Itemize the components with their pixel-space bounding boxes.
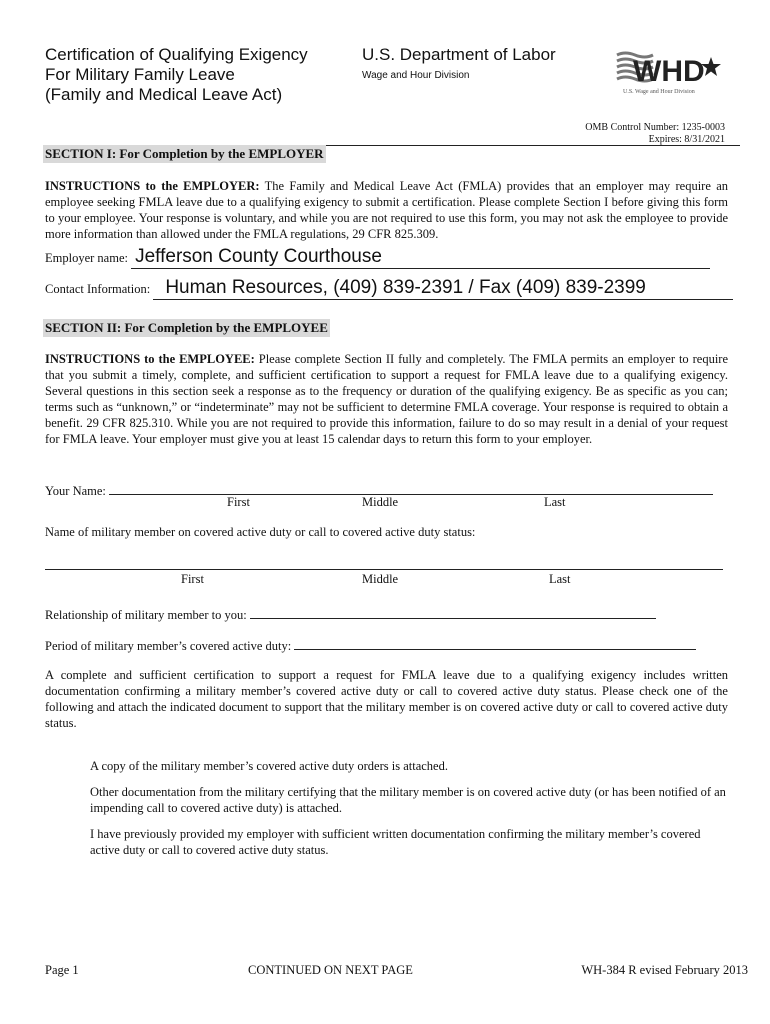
option-duty-orders[interactable]: A copy of the military member’s covered active duty orders is attached. bbox=[90, 759, 448, 773]
option-previously-provided[interactable]: I have previously provided my employer with sufficient written documentation confirming the military member’s covered active duty or call to covered active duty status. bbox=[90, 827, 701, 857]
form-identifier: WH-384 R evised February 2013 bbox=[581, 963, 748, 977]
employer-instructions-text: The Family and Medical Leave Act (FMLA) provides that an employer may require an employee seeking FMLA leave due to a qualifying exigency to submit a certification. Please complete Section I before giving this form to your employee. Your response is voluntary, and while you are not required to use this form, you may not ask the employee to provide more information than allowed under the FMLA regulations, 29 CFR 825.309. bbox=[45, 179, 728, 241]
omb-control-number: OMB Control Number: 1235-0003 bbox=[585, 122, 725, 133]
certification-requirement-text: A complete and sufficient certification to support a request for FMLA leave due to a qualifying exigency includes written documentation confirming a military member’s covered active duty or call to covered active duty status. Please check one of the following and attach the indicated document to support that the military member is on covered active duty or call to covered active duty status. bbox=[45, 668, 728, 730]
logo-caption: U.S. Wage and Hour Division bbox=[623, 89, 695, 95]
military-member-name-label: Name of military member on covered active duty or call to covered active duty status: bbox=[45, 525, 476, 539]
employee-instructions-label: INSTRUCTIONS to the EMPLOYEE: bbox=[45, 352, 255, 366]
flag-stripes-icon bbox=[615, 47, 725, 97]
relationship-field[interactable] bbox=[250, 604, 656, 619]
military-name-last-caption: Last bbox=[549, 572, 571, 586]
period-label: Period of military member’s covered active duty: bbox=[45, 639, 292, 653]
employee-instructions-text: Please complete Section II fully and completely. The FMLA permits an employer to require that you submit a timely, complete, and sufficient certification to support a request for FMLA leave due to a qualifying exigency. Several questions in this section seek a response as to the frequency or duration of the qualifying exigency. Be as specific as you can; terms such as “unknown,” or “indeterminate” may not be sufficient to determine FMLA coverage. Your response is required to obtain a benefit. 29 CFR 825.310. While you are not required to provide this information, failure to do so may result in a denial of your request for FMLA leave. Your employer must give you at least 15 calendar days to return this form to your employer. bbox=[45, 352, 729, 446]
omb-info bbox=[585, 122, 725, 146]
employer-name-label: Employer name: bbox=[45, 251, 128, 265]
page-number: Page 1 bbox=[45, 963, 79, 977]
contact-info-field[interactable]: Human Resources, (409) 839-2391 / Fax (409) 839-2399 bbox=[153, 277, 733, 300]
military-member-name-field[interactable] bbox=[45, 555, 723, 570]
form-title-line-2: For Military Family Leave bbox=[45, 65, 235, 84]
expiration-date: Expires: 8/31/2021 bbox=[648, 134, 725, 145]
employer-name-field[interactable]: Jefferson County Courthouse bbox=[131, 246, 710, 269]
your-name-middle-caption: Middle bbox=[362, 495, 399, 509]
department-name: U.S. Department of Labor bbox=[362, 45, 556, 64]
form-title-line-3: (Family and Medical Leave Act) bbox=[45, 85, 283, 104]
your-name-last-caption: Last bbox=[544, 495, 566, 509]
contact-info-label: Contact Information: bbox=[45, 282, 151, 296]
relationship-label: Relationship of military member to you: bbox=[45, 608, 247, 622]
logo-text: WHD bbox=[633, 55, 705, 88]
contact-info-row bbox=[45, 277, 733, 300]
whd-logo bbox=[615, 47, 725, 97]
option-other-documentation[interactable]: Other documentation from the military certifying that the military member is on covered active duty (or has been notified of an impending call to covered active duty) is attached. bbox=[90, 785, 726, 815]
period-row bbox=[45, 635, 696, 654]
military-name-first-caption: First bbox=[181, 572, 204, 586]
your-name-label: Your Name: bbox=[45, 484, 106, 498]
employer-instructions bbox=[45, 178, 728, 242]
employer-name-row bbox=[45, 246, 710, 269]
military-name-middle-caption: Middle bbox=[362, 572, 399, 586]
relationship-row bbox=[45, 604, 656, 623]
section-2-heading: SECTION II: For Completion by the EMPLOYEE bbox=[45, 320, 328, 335]
period-field[interactable] bbox=[294, 635, 696, 650]
section-1-heading: SECTION I: For Completion by the EMPLOYER bbox=[45, 146, 324, 161]
division-name: Wage and Hour Division bbox=[362, 70, 470, 81]
employer-instructions-label: INSTRUCTIONS to the EMPLOYER: bbox=[45, 179, 260, 193]
your-name-field[interactable] bbox=[109, 480, 713, 495]
continued-notice: CONTINUED ON NEXT PAGE bbox=[248, 963, 413, 977]
your-name-first-caption: First bbox=[227, 495, 250, 509]
form-title bbox=[45, 45, 308, 105]
form-title-line-1: Certification of Qualifying Exigency bbox=[45, 45, 308, 64]
employee-instructions bbox=[45, 351, 728, 447]
